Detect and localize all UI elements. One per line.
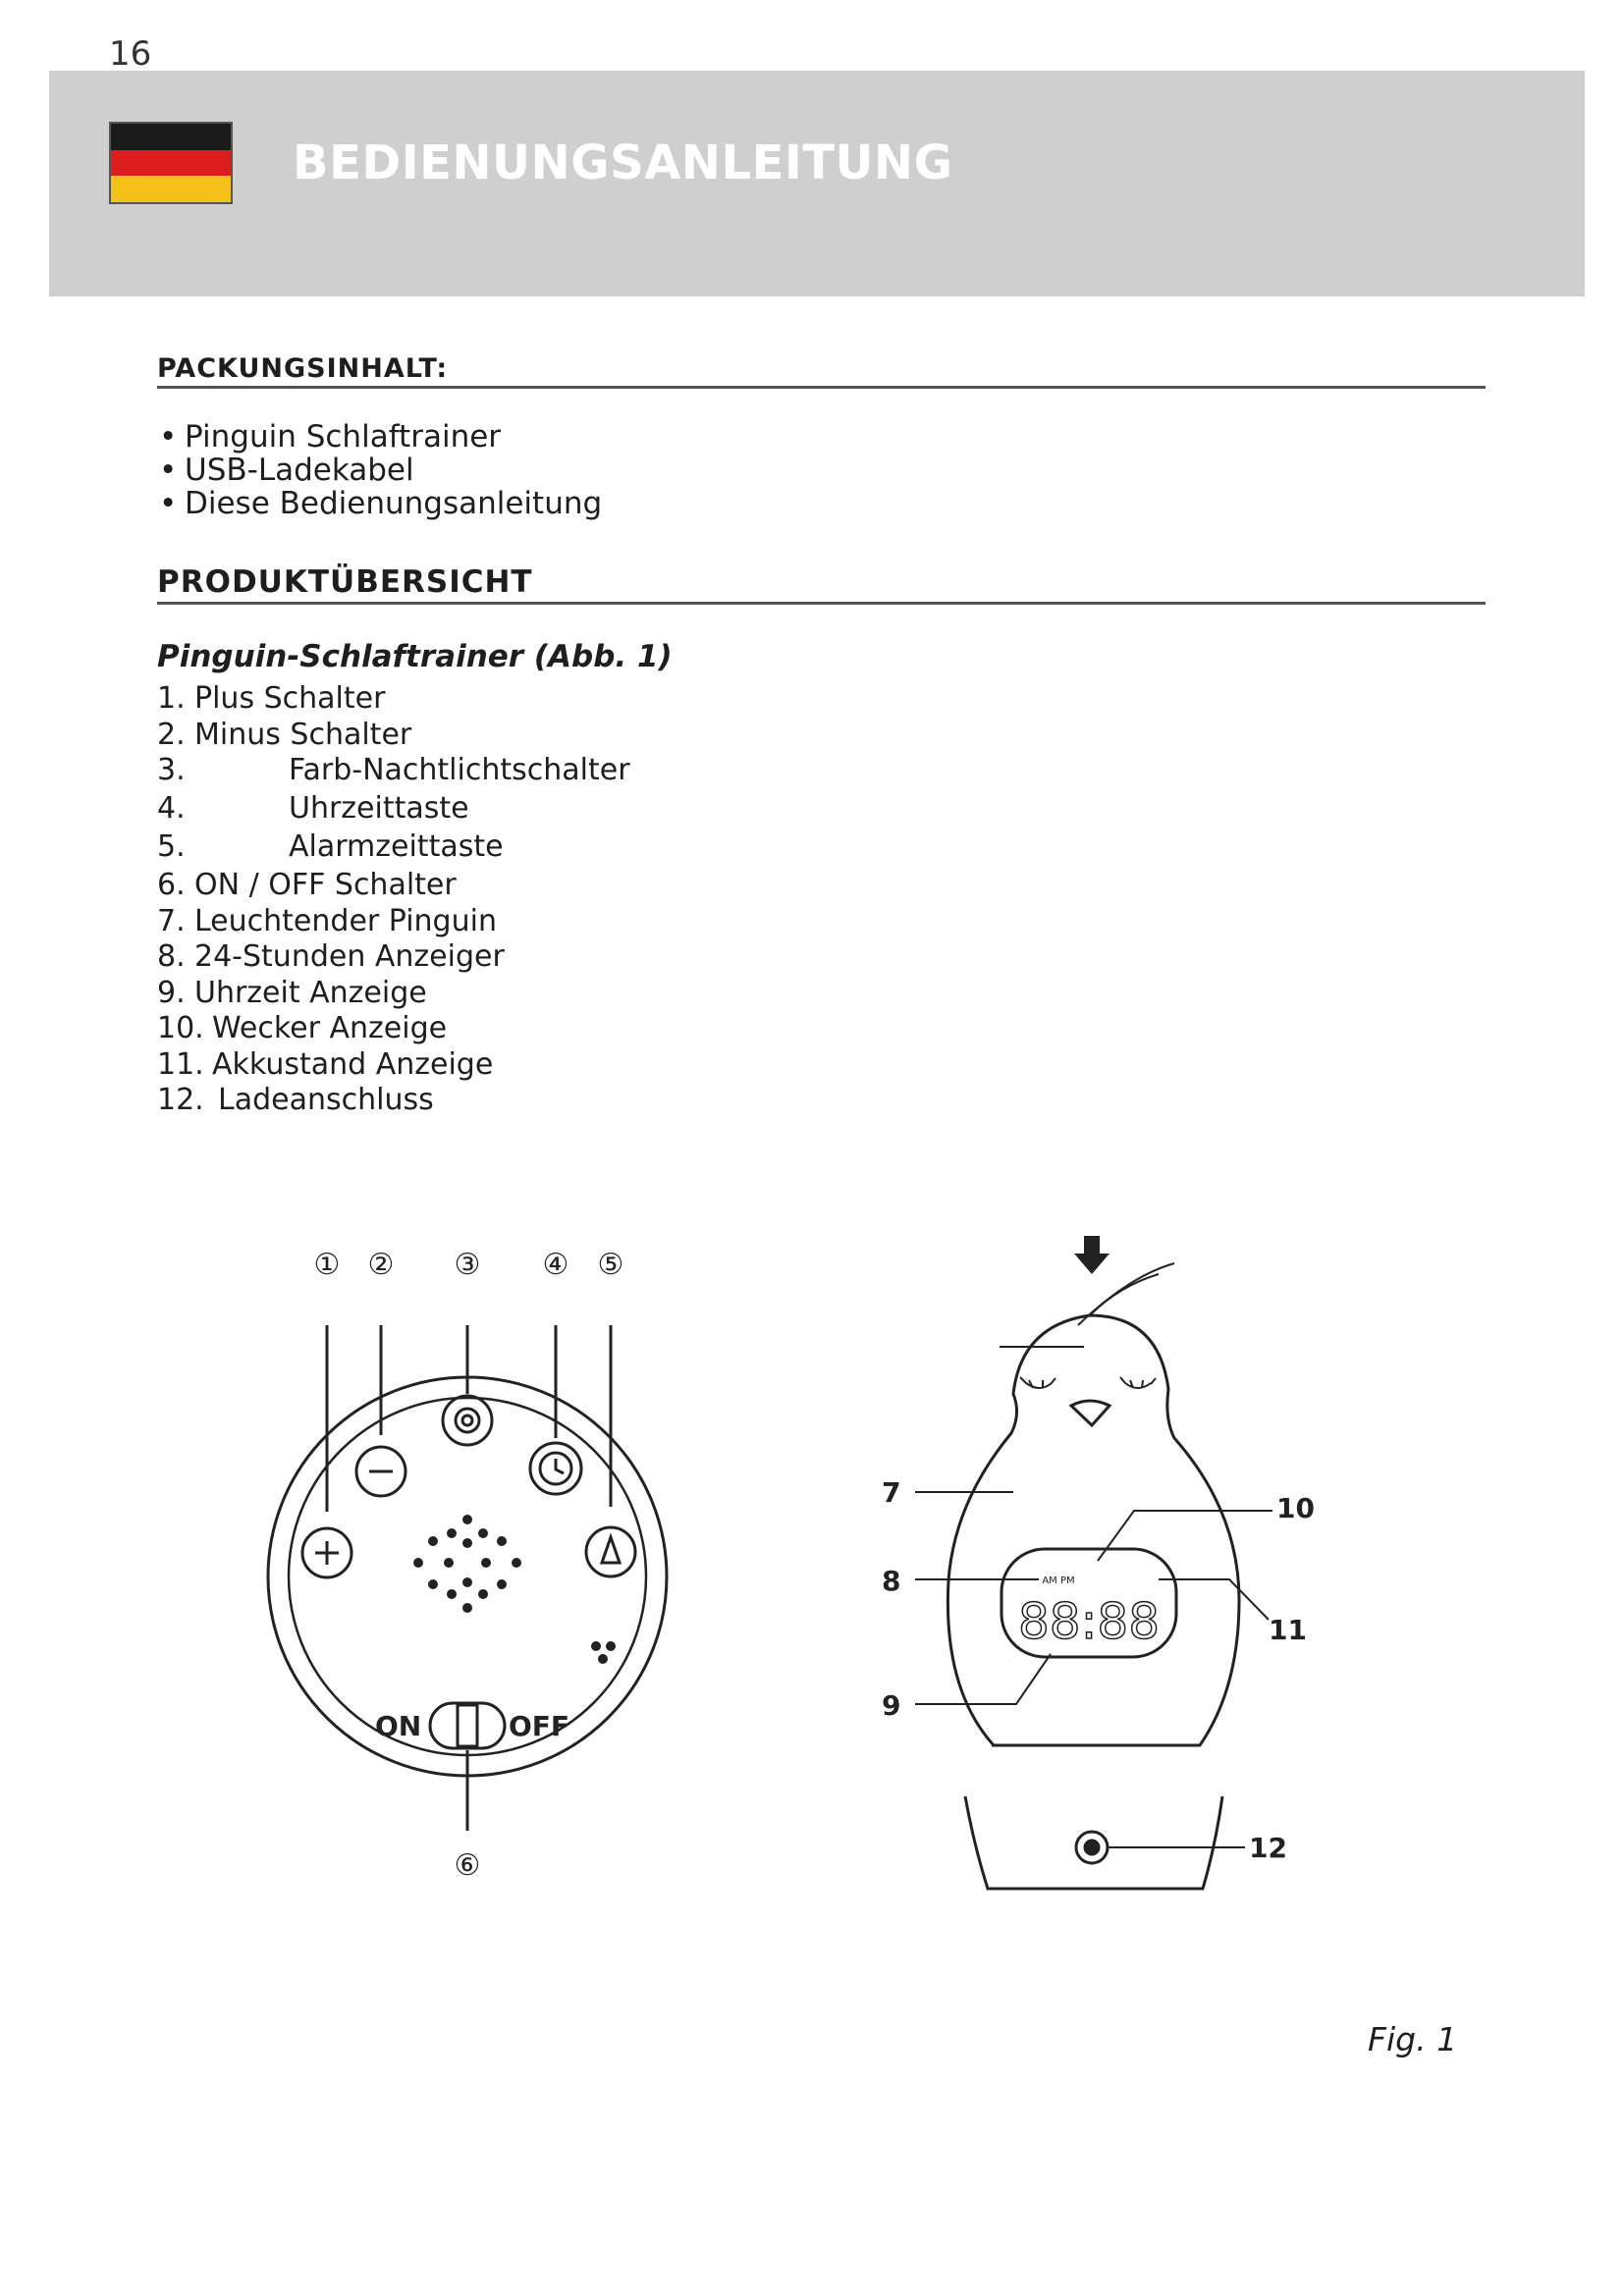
callout-7: 7 — [882, 1476, 901, 1509]
product-diagram — [226, 1217, 1355, 1934]
list-item: 6. ON / OFF Schalter — [157, 868, 457, 902]
charging-port-icon — [1076, 1832, 1108, 1863]
display-digits: 88:88 — [1017, 1593, 1161, 1650]
list-item: 7. Leuchtender Pinguin — [157, 903, 497, 938]
alarm-button-icon — [586, 1527, 635, 1576]
plus-button-icon — [302, 1528, 352, 1577]
callout-2: ② — [367, 1248, 395, 1282]
product-overview-subtitle: Pinguin-Schlaftrainer (Abb. 1) — [157, 639, 673, 674]
page-title: BEDIENUNGSANLEITUNG — [293, 135, 953, 190]
display-ampm: AM PM — [1042, 1575, 1075, 1586]
arrow-down-icon — [1074, 1236, 1110, 1274]
germany-flag-icon — [109, 122, 233, 204]
list-item: 9. Uhrzeit Anzeige — [157, 975, 427, 1010]
list-item: 10. Wecker Anzeige — [157, 1011, 448, 1045]
list-item: • USB-Ladekabel — [157, 454, 602, 487]
list-item: 4. Uhrzeittaste — [157, 791, 469, 826]
callout-3: ③ — [454, 1248, 481, 1282]
callout-5: ⑤ — [597, 1248, 624, 1282]
on-off-switch-icon — [430, 1703, 505, 1748]
list-item: • Diese Bedienungsanleitung — [157, 487, 602, 520]
callout-12: 12 — [1249, 1832, 1287, 1864]
package-contents-list — [157, 420, 602, 520]
callout-4: ④ — [542, 1248, 569, 1282]
list-item: 5. Alarmzeittaste — [157, 829, 504, 864]
list-item: 3. Farb-Nachtlichtschalter — [157, 753, 630, 787]
parts-list — [157, 681, 630, 1119]
switch-off-label: OFF — [509, 1710, 570, 1742]
list-item: 11. Akkustand Anzeige — [157, 1046, 494, 1082]
list-item: 1. Plus Schalter — [157, 681, 386, 716]
penguin-front-illustration — [915, 1236, 1272, 1889]
switch-on-label: ON — [375, 1710, 422, 1742]
callout-1: ① — [313, 1248, 341, 1282]
speaker-grille-icon — [413, 1515, 616, 1664]
nightlight-button-icon — [443, 1396, 492, 1445]
back-panel-illustration — [268, 1325, 667, 1831]
list-item: 12. Ladeanschluss — [157, 1083, 434, 1117]
callout-9: 9 — [882, 1689, 901, 1722]
minus-button-icon — [356, 1447, 406, 1496]
callout-11: 11 — [1269, 1614, 1307, 1646]
list-item: 8. 24-Stunden Anzeiger — [157, 939, 505, 974]
page-number: 16 — [109, 34, 152, 74]
callout-10: 10 — [1276, 1492, 1315, 1524]
list-item: 2. Minus Schalter — [157, 717, 412, 752]
callout-8: 8 — [882, 1565, 901, 1597]
package-contents-heading: PACKUNGSINHALT: — [157, 353, 1486, 389]
clock-button-icon — [530, 1443, 581, 1494]
list-item: • Pinguin Schlaftrainer — [157, 420, 602, 454]
callout-6: ⑥ — [454, 1848, 481, 1883]
product-overview-heading: PRODUKTÜBERSICHT — [157, 564, 1486, 605]
figure-caption: Fig. 1 — [1368, 2020, 1458, 2058]
